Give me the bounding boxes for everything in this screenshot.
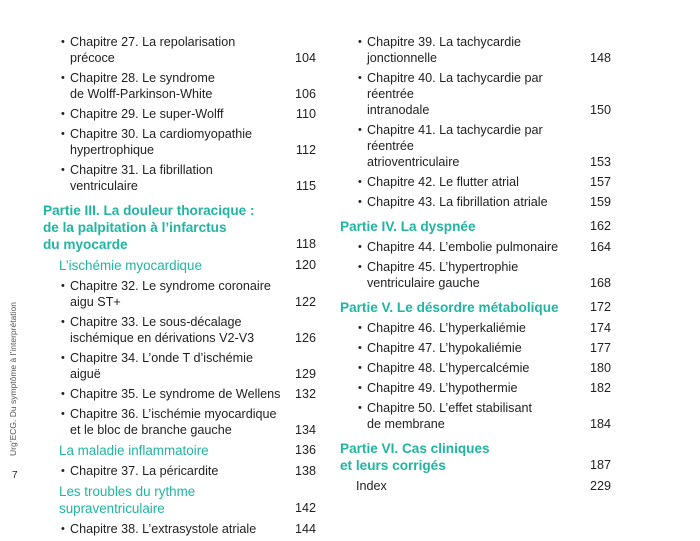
entry-title: • Chapitre 35. Le syndrome de Wellens bbox=[59, 386, 316, 402]
toc-part-5[interactable] bbox=[340, 299, 611, 316]
entry-title: • Chapitre 32. Le syndrome coronaire aigu ST+ bbox=[59, 278, 316, 310]
toc-entry-index[interactable] bbox=[356, 478, 611, 494]
entry-title: • Chapitre 47. L’hypokaliémie bbox=[356, 340, 611, 356]
entry-page: 164 bbox=[589, 240, 611, 254]
entry-title: • Chapitre 48. L’hypercalcémie bbox=[356, 360, 611, 376]
entry-page: 115 bbox=[295, 179, 316, 193]
toc-entry-chap40[interactable] bbox=[356, 70, 611, 118]
part-title: Partie V. Le désordre métabolique bbox=[340, 300, 559, 315]
entry-page: 177 bbox=[589, 341, 611, 355]
toc-entry-chap29[interactable] bbox=[59, 106, 316, 122]
entry-page: 118 bbox=[295, 237, 316, 251]
entry-page: 112 bbox=[295, 143, 316, 157]
toc-part-3[interactable] bbox=[43, 202, 316, 253]
entry-page: 106 bbox=[294, 87, 316, 101]
toc-section-ischemie[interactable] bbox=[59, 257, 316, 274]
entry-title: Index bbox=[356, 479, 387, 493]
toc-entry-chap50[interactable] bbox=[356, 400, 611, 432]
entry-page: 180 bbox=[589, 361, 611, 375]
entry-page: 142 bbox=[294, 501, 316, 515]
running-title: Urg’ECG. Du symptôme à l’interprétation bbox=[8, 301, 18, 456]
entry-page: 129 bbox=[294, 367, 316, 381]
entry-title: • Chapitre 44. L’embolie pulmonaire bbox=[356, 239, 611, 255]
entry-page: 138 bbox=[294, 464, 316, 478]
page-number: 7 bbox=[12, 470, 18, 481]
entry-page: 132 bbox=[294, 387, 316, 401]
section-title: L’ischémie myocardique bbox=[59, 258, 202, 273]
entry-page: 126 bbox=[294, 331, 316, 345]
entry-page: 174 bbox=[589, 321, 611, 335]
toc-entry-chap39[interactable] bbox=[356, 34, 611, 66]
toc-entry-chap34[interactable] bbox=[59, 350, 316, 382]
entry-page: 159 bbox=[589, 195, 611, 209]
toc-entry-chap43[interactable] bbox=[356, 194, 611, 210]
entry-title: • Chapitre 38. L’extrasystole atriale bbox=[59, 521, 316, 537]
entry-title: • Chapitre 29. Le super-Wolff bbox=[59, 106, 316, 122]
toc-entry-chap47[interactable] bbox=[356, 340, 611, 356]
entry-page: 229 bbox=[589, 479, 611, 493]
toc-entry-chap32[interactable] bbox=[59, 278, 316, 310]
toc-left-column bbox=[43, 34, 316, 541]
entry-page: 153 bbox=[589, 155, 611, 169]
toc-part-6[interactable] bbox=[340, 440, 611, 474]
entry-page: 162 bbox=[589, 219, 611, 233]
entry-page: 134 bbox=[294, 423, 316, 437]
toc-entry-chap33[interactable] bbox=[59, 314, 316, 346]
entry-page: 168 bbox=[589, 276, 611, 290]
entry-page: 104 bbox=[294, 51, 316, 65]
toc-entry-chap49[interactable] bbox=[356, 380, 611, 396]
toc-entry-chap30[interactable] bbox=[59, 126, 316, 158]
entry-title: • Chapitre 40. La tachycardie par réentrée intranodale bbox=[356, 70, 611, 118]
entry-title: • Chapitre 43. La fibrillation atriale bbox=[356, 194, 611, 210]
toc-entry-chap42[interactable] bbox=[356, 174, 611, 190]
entry-title: • Chapitre 41. La tachycardie par réentrée atrioventriculaire bbox=[356, 122, 611, 170]
entry-page: 150 bbox=[589, 103, 611, 117]
toc-entry-chap41[interactable] bbox=[356, 122, 611, 170]
entry-title: • Chapitre 46. L’hyperkaliémie bbox=[356, 320, 611, 336]
toc-section-inflammatoire[interactable] bbox=[59, 442, 316, 459]
entry-title: • Chapitre 39. La tachycardie jonctionnelle bbox=[356, 34, 611, 66]
entry-title: • Chapitre 37. La péricardite bbox=[59, 463, 316, 479]
entry-page: 144 bbox=[294, 522, 316, 536]
section-title: Les troubles du rythme supraventriculaire bbox=[59, 484, 196, 516]
section-title: La maladie inflammatoire bbox=[59, 443, 209, 458]
entry-title: • Chapitre 30. La cardiomyopathie hypertrophique bbox=[59, 126, 316, 158]
entry-title: • Chapitre 45. L’hypertrophie ventriculaire gauche bbox=[356, 259, 611, 291]
part-title: Partie VI. Cas cliniques et leurs corrigés bbox=[340, 441, 490, 473]
toc-right-column bbox=[340, 34, 611, 498]
entry-title: • Chapitre 31. La fibrillation ventriculaire bbox=[59, 162, 316, 194]
toc-entry-chap46[interactable] bbox=[356, 320, 611, 336]
entry-page: 120 bbox=[294, 258, 316, 272]
toc-entry-chap27[interactable] bbox=[59, 34, 316, 66]
toc-entry-chap45[interactable] bbox=[356, 259, 611, 291]
entry-page: 122 bbox=[294, 295, 316, 309]
entry-title: • Chapitre 34. L’onde T d’ischémie aiguë bbox=[59, 350, 316, 382]
entry-page: 172 bbox=[589, 300, 611, 314]
toc-entry-chap31[interactable] bbox=[59, 162, 316, 194]
toc-entry-chap38[interactable] bbox=[59, 521, 316, 537]
entry-title: • Chapitre 49. L’hypothermie bbox=[356, 380, 611, 396]
entry-title: • Chapitre 42. Le flutter atrial bbox=[356, 174, 611, 190]
toc-entry-chap37[interactable] bbox=[59, 463, 316, 479]
entry-title: • Chapitre 36. L’ischémie myocardique et le bloc de branche gauche bbox=[59, 406, 316, 438]
toc-entry-chap35[interactable] bbox=[59, 386, 316, 402]
entry-title: • Chapitre 27. La repolarisation précoce bbox=[59, 34, 316, 66]
entry-page: 157 bbox=[589, 175, 611, 189]
entry-page: 136 bbox=[294, 443, 316, 457]
entry-page: 182 bbox=[589, 381, 611, 395]
entry-page: 187 bbox=[589, 458, 611, 472]
entry-page: 148 bbox=[589, 51, 611, 65]
toc-part-4[interactable] bbox=[340, 218, 611, 235]
entry-title: • Chapitre 33. Le sous-décalage ischémique en dérivations V2-V3 bbox=[59, 314, 316, 346]
entry-title: • Chapitre 28. Le syndrome de Wolff-Parkinson-White bbox=[59, 70, 316, 102]
toc-entry-chap44[interactable] bbox=[356, 239, 611, 255]
toc-entry-chap36[interactable] bbox=[59, 406, 316, 438]
part-title: Partie IV. La dyspnée bbox=[340, 219, 476, 234]
entry-page: 184 bbox=[589, 417, 611, 431]
entry-page: 110 bbox=[295, 107, 316, 121]
toc-entry-chap28[interactable] bbox=[59, 70, 316, 102]
toc-entry-chap48[interactable] bbox=[356, 360, 611, 376]
entry-title: • Chapitre 50. L’effet stabilisant de membrane bbox=[356, 400, 611, 432]
part-title: Partie III. La douleur thoracique : de la palpitation à l’infarctus du myocarde bbox=[43, 203, 255, 252]
toc-section-troubles[interactable] bbox=[59, 483, 316, 517]
